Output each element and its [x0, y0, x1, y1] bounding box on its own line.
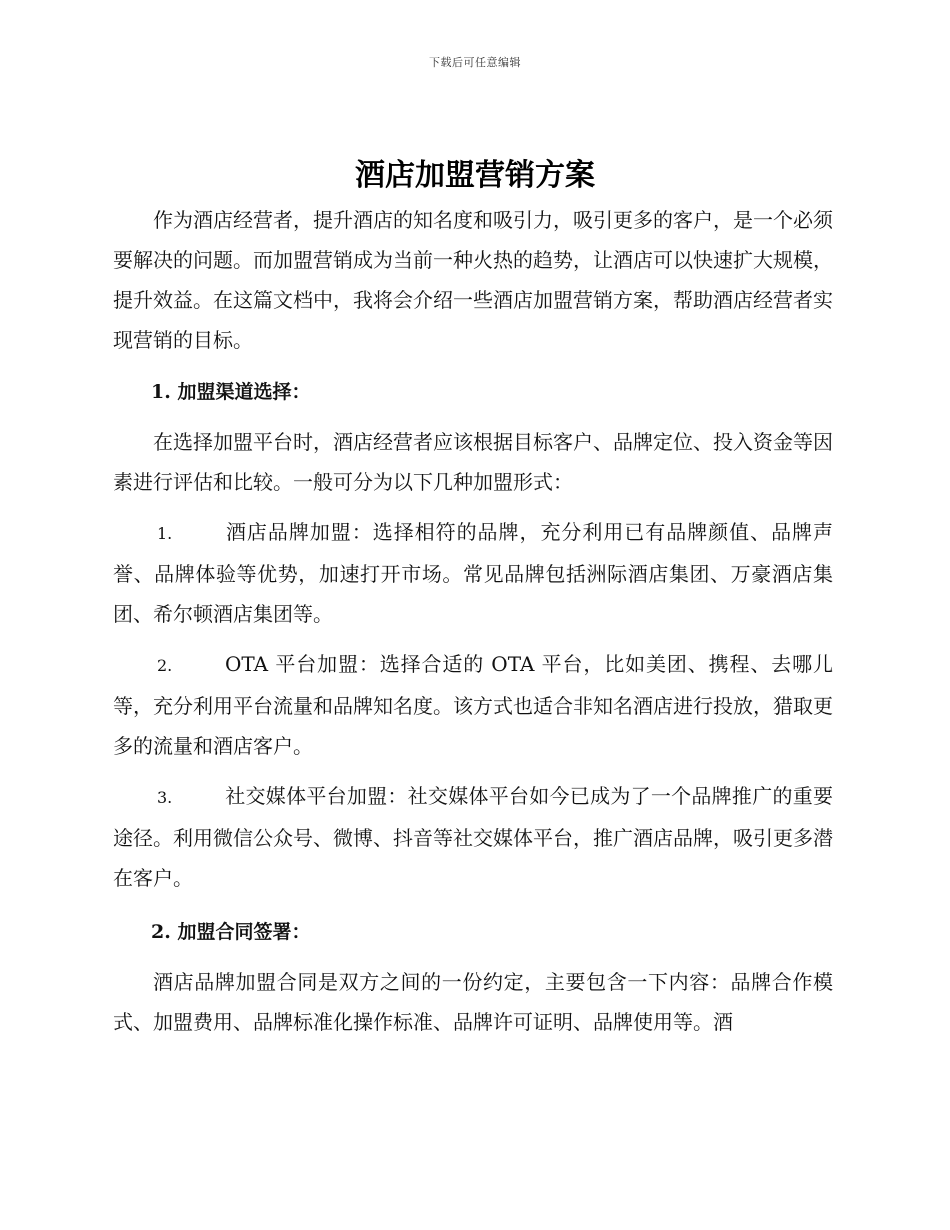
page-header-note: 下载后可任意编辑 — [429, 56, 521, 69]
list-item-text: 酒店品牌加盟：选择相符的品牌，充分利用已有品牌颜值、品牌声誉、品牌体验等优势，加速打开市场。常见品牌包括洲际酒店集团、万豪酒店集团、希尔顿酒店集团等。 — [113, 520, 833, 626]
document-body — [113, 200, 833, 1042]
section-heading-channel: 1. 加盟渠道选择： — [151, 381, 311, 403]
list-item — [113, 776, 833, 898]
list-item-text: OTA 平台加盟：选择合适的 OTA 平台，比如美团、携程、去哪儿等，充分利用平台流量和品牌知名度。该方式也适合非知名酒店进行投放，猎取更多的流量和酒店客户。 — [113, 652, 833, 758]
list-item-text: 社交媒体平台加盟：社交媒体平台如今已成为了一个品牌推广的重要途径。利用微信公众号、微博、抖音等社交媒体平台，推广酒店品牌，吸引更多潜在客户。 — [113, 784, 833, 890]
list-item — [113, 644, 833, 766]
section-heading-contract: 2. 加盟合同签署： — [151, 921, 311, 943]
list-item-number: 1. — [157, 524, 173, 543]
section-paragraph-channel: 在选择加盟平台时，酒店经营者应该根据目标客户、品牌定位、投入资金等因素进行评估和比较。一般可分为以下几种加盟形式： — [113, 430, 833, 494]
list-item-number: 3. — [157, 788, 173, 807]
document-title: 酒店加盟营销方案 — [355, 158, 595, 193]
list-item — [113, 512, 833, 634]
list-item-number: 2. — [157, 656, 173, 675]
section-paragraph-contract: 酒店品牌加盟合同是双方之间的一份约定，主要包含一下内容：品牌合作模式、加盟费用、品牌标准化操作标准、品牌许可证明、品牌使用等。酒 — [113, 970, 833, 1034]
intro-paragraph: 作为酒店经营者，提升酒店的知名度和吸引力，吸引更多的客户，是一个必须要解决的问题。而加盟营销成为当前一种火热的趋势，让酒店可以快速扩大规模，提升效益。在这篇文档中，我将会介绍一些酒店加盟营销方案，帮助酒店经营者实现营销的目标。 — [113, 208, 833, 352]
